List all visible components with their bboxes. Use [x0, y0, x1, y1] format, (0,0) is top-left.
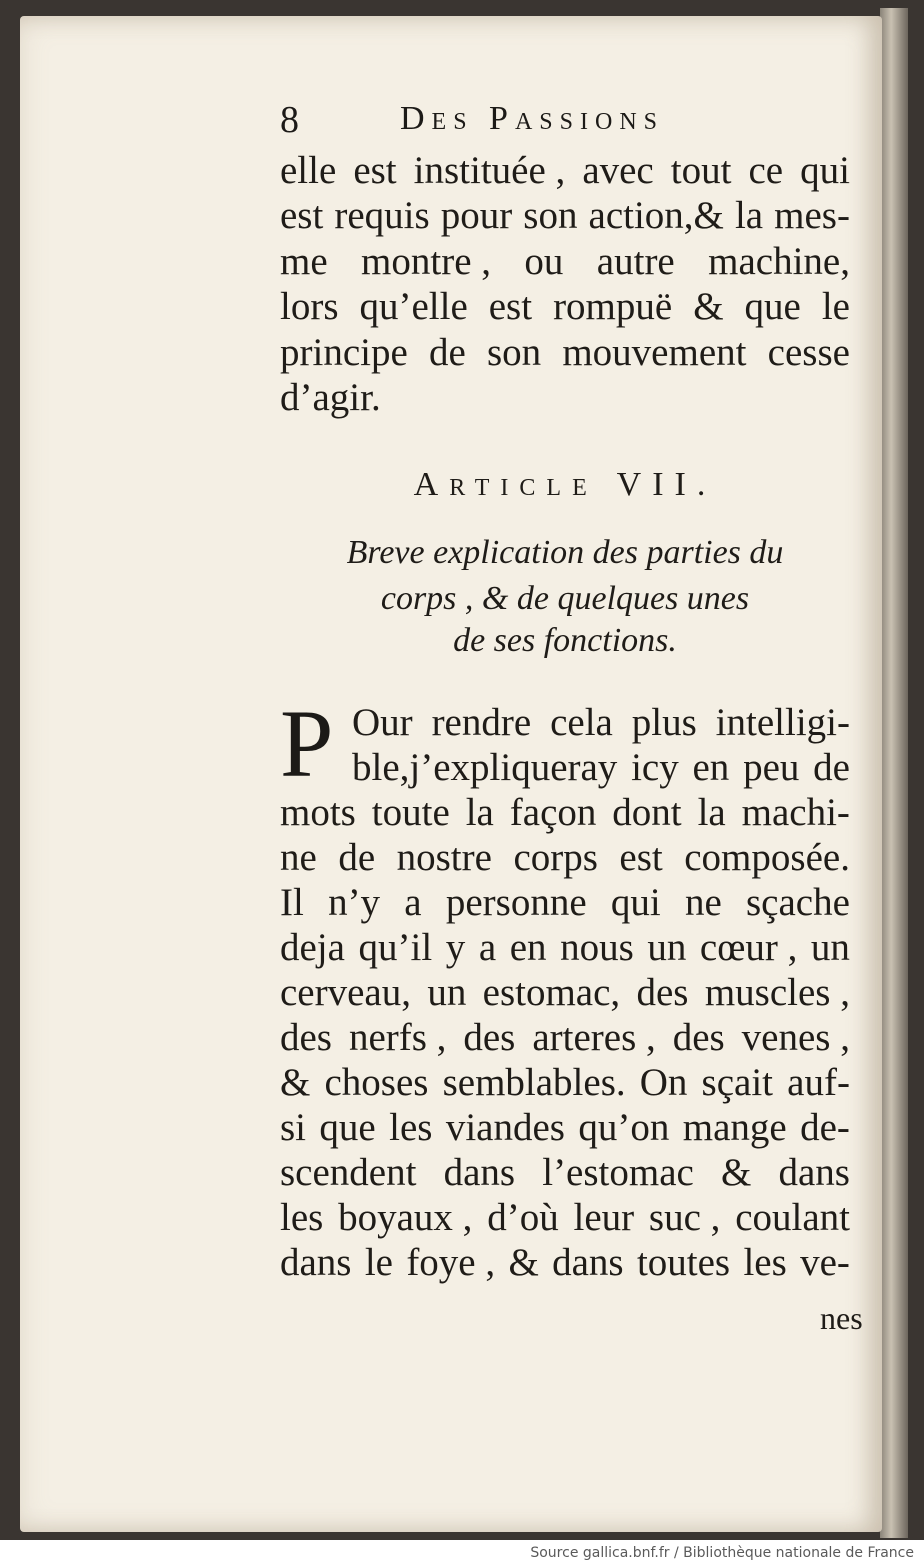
word: dans	[280, 1241, 352, 1284]
word: ce	[748, 149, 784, 192]
word: un	[427, 971, 467, 1014]
word: deja	[280, 926, 345, 969]
source-footer: Source gallica.bnf.fr / Bibliothèque nationale de France	[530, 1545, 914, 1561]
word: toutes	[636, 1241, 731, 1284]
word: y	[445, 926, 466, 969]
word: action,&	[588, 194, 724, 237]
word: avec	[582, 149, 654, 192]
word: ble,j’expliqueray	[352, 746, 618, 789]
word: le	[364, 1241, 393, 1284]
text-line	[280, 284, 850, 330]
drop-capital: P	[280, 690, 334, 797]
article-heading: Article VII.	[413, 466, 717, 503]
word: suc ,	[648, 1196, 721, 1239]
word: corps	[513, 836, 598, 879]
word: foye ,	[406, 1241, 496, 1284]
word: nous	[560, 926, 634, 969]
word: est	[619, 836, 663, 879]
word: cesse	[767, 331, 850, 374]
word: mouvement	[562, 331, 747, 374]
word: n’y	[328, 881, 381, 924]
word: principe	[280, 331, 408, 374]
running-head	[280, 98, 760, 148]
word: mots	[280, 791, 356, 834]
word: un	[647, 926, 687, 969]
word: que	[319, 1106, 376, 1149]
word: d’où	[487, 1196, 559, 1239]
word: muscles ,	[704, 971, 850, 1014]
text-line	[280, 790, 850, 836]
word: toute	[371, 791, 450, 834]
word: machine,	[708, 240, 850, 283]
word: Il	[280, 881, 304, 924]
word: l’estomac	[542, 1151, 694, 1194]
running-title: Des Passions	[400, 100, 665, 137]
article-subtitle-line: de ses fonctions.	[453, 622, 677, 659]
text-line	[280, 1150, 850, 1196]
text-line	[280, 1060, 850, 1106]
page-edge	[880, 8, 908, 1538]
word: en	[509, 926, 547, 969]
word: ou	[524, 240, 564, 283]
word: &	[508, 1241, 539, 1284]
word: mange	[682, 1106, 787, 1149]
word: leur	[573, 1196, 635, 1239]
word: façon	[509, 791, 597, 834]
word: les	[389, 1106, 433, 1149]
word: peu	[743, 746, 800, 789]
text-line	[280, 239, 850, 285]
word: qu’on	[578, 1106, 670, 1149]
text-line	[280, 1240, 850, 1286]
word: dont	[612, 791, 682, 834]
text-line	[280, 375, 850, 421]
text-line	[352, 700, 850, 746]
word: requis	[334, 194, 430, 237]
article-subtitle-line: Breve explication des parties du	[346, 534, 784, 571]
text-line	[280, 925, 850, 971]
word: dans	[443, 1151, 516, 1194]
word: &	[693, 285, 724, 328]
word: instituée ,	[413, 149, 566, 192]
word: de	[338, 836, 376, 879]
word: la	[697, 791, 726, 834]
word: rendre	[431, 701, 532, 744]
word: de	[813, 746, 850, 789]
word: qui	[610, 881, 661, 924]
word: des	[280, 1016, 332, 1059]
text-line	[280, 1195, 850, 1241]
word: les	[743, 1241, 787, 1284]
text-line	[352, 745, 850, 791]
word: son	[523, 194, 578, 237]
page-number: 8	[280, 99, 299, 141]
word: semblables.	[442, 1061, 626, 1104]
word: qu’elle	[359, 285, 468, 328]
text-line	[280, 880, 850, 926]
word: a	[478, 926, 497, 969]
word: cela	[550, 701, 613, 744]
word: coulant	[735, 1196, 850, 1239]
text-line	[280, 193, 850, 239]
word: dans	[778, 1151, 850, 1194]
word: elle	[280, 149, 337, 192]
word: le	[821, 285, 850, 328]
word: ne	[684, 881, 722, 924]
word: son	[486, 331, 542, 374]
word: arteres ,	[532, 1016, 656, 1059]
word: sçait	[701, 1061, 774, 1104]
word: autre	[596, 240, 675, 283]
word: des	[636, 971, 689, 1014]
word: nostre	[396, 836, 492, 879]
word: Our	[352, 701, 413, 744]
word: &	[280, 1061, 311, 1104]
word: auf-	[787, 1061, 850, 1104]
word: machi-	[741, 791, 850, 834]
word: montre ,	[361, 240, 492, 283]
word: estomac,	[482, 971, 621, 1014]
word: est	[488, 285, 533, 328]
word: un	[810, 926, 850, 969]
word: d’agir.	[280, 376, 381, 419]
word: cerveau,	[280, 971, 411, 1014]
word: icy	[631, 746, 679, 789]
word: si	[280, 1106, 307, 1149]
word: lors	[280, 285, 339, 328]
word: rompuë	[553, 285, 673, 328]
word: est	[280, 194, 324, 237]
text-line	[280, 835, 850, 881]
word: ne	[280, 836, 317, 879]
word: &	[720, 1151, 752, 1194]
text-line	[280, 148, 850, 194]
text-line	[280, 1015, 850, 1061]
word: de-	[800, 1106, 850, 1149]
word: la	[734, 194, 764, 237]
word: de	[428, 331, 466, 374]
word: sçache	[746, 881, 850, 924]
word: venes ,	[741, 1016, 850, 1059]
word: cœur ,	[699, 926, 798, 969]
word: a	[404, 881, 422, 924]
word: la	[465, 791, 494, 834]
word: composée.	[684, 836, 850, 879]
text-line	[280, 330, 850, 376]
word: me	[280, 240, 328, 283]
text-line	[280, 970, 850, 1016]
word: des	[672, 1016, 725, 1059]
word: qu’il	[358, 926, 433, 969]
word: des	[463, 1016, 516, 1059]
word: tout	[670, 149, 732, 192]
word: scendent	[280, 1151, 417, 1194]
word: nerfs ,	[348, 1016, 447, 1059]
word: choses	[324, 1061, 429, 1104]
word: ve-	[800, 1241, 850, 1284]
word: pour	[440, 194, 513, 237]
word: dans	[552, 1241, 624, 1284]
word: les	[280, 1196, 324, 1239]
catchword: nes	[820, 1300, 863, 1336]
word: boyaux ,	[338, 1196, 473, 1239]
word: est	[353, 149, 397, 192]
word: viandes	[445, 1106, 565, 1149]
word: intelligi-	[715, 701, 850, 744]
word: qui	[800, 149, 850, 192]
word: plus	[631, 701, 697, 744]
text-line	[280, 1105, 850, 1151]
word: mes-	[774, 194, 850, 237]
word: en	[692, 746, 730, 789]
word: que	[744, 285, 801, 328]
word: personne	[445, 881, 587, 924]
article-subtitle-line: corps , & de quelques unes	[380, 580, 750, 617]
word: On	[639, 1061, 688, 1104]
